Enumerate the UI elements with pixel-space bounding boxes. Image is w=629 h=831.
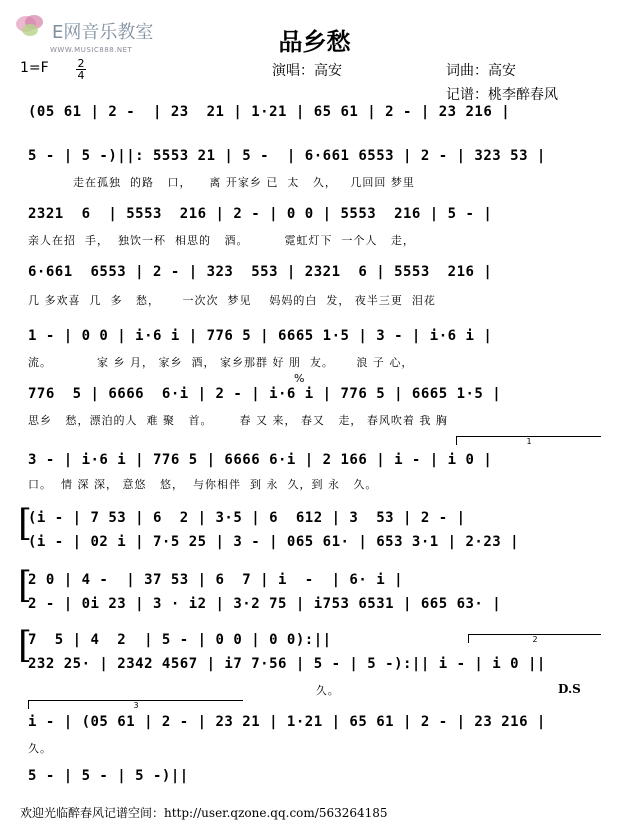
time-signature-bottom: 4 [77, 69, 85, 82]
system-brace-b: [ [18, 565, 33, 606]
score-row-2-lyrics: 走在孤独 的路 口， 离 开家乡 已 太 久， 几回回 梦里 [28, 176, 415, 189]
transcriber-credit: 记谱：桃李醉春风 [446, 87, 558, 103]
volta-bracket-2: 2 [468, 634, 601, 643]
score-row-13-lyrics: 久。 [28, 684, 340, 697]
score-row-3-lyrics: 亲人在招 手， 独饮一杯 相思的 酒。 霓虹灯下 一个人 走， [28, 234, 415, 247]
score-row-6-lyrics: 思乡 愁，漂泊的人 难 聚 首。 春 又 来， 春又 走， 春风吹着 我 胸 [28, 414, 448, 427]
score-row-15-notes: 5 - | 5 - | 5 -)|| [28, 768, 189, 784]
time-signature-top: 2 [77, 57, 85, 70]
score-row-11-notes: 2 - | 0i 23 | 3 · i2 | 3·2 75 | i753 6531 | 665 63· | [28, 596, 502, 612]
key-signature: 1=F [20, 60, 49, 76]
score-row-3-notes: 2321 6 | 5553 216 | 2 - | 0 0 | 5553 216 | 5 - | [28, 206, 493, 222]
score-row-4-notes: 6·661 6553 | 2 - | 323 553 | 2321 6 | 5553 216 | [28, 264, 493, 280]
system-brace-a: [ [18, 503, 33, 544]
score-row-1-notes: (05 61 | 2 - | 23 21 | 1·21 | 65 61 | 2 - | 23 216 | [28, 104, 511, 120]
time-signature [76, 58, 86, 81]
footer-text: 欢迎光临醉春风记谱空间：http://user.qzone.qq.com/563264185 [20, 806, 388, 820]
score-row-10-notes: 2 0 | 4 - | 37 53 | 6 7 | i - | 6· i | [28, 572, 404, 588]
volta-bracket-3: 3 [28, 700, 243, 709]
score-row-9-notes: (i - | 02 i | 7·5 25 | 3 - | 065 61· | 653 3·1 | 2·23 | [28, 534, 520, 550]
score-row-12-notes: 7 5 | 4 2 | 5 - | 0 0 | 0 0):|| [28, 632, 341, 648]
volta-bracket-1: 1 [456, 436, 601, 445]
score-row-14-notes: i - | (05 61 | 2 - | 23 21 | 1·21 | 65 61 | 2 - | 23 216 | [28, 714, 546, 730]
score-row-13-notes: 232 25· | 2342 4567 | i7 7·56 | 5 - | 5 -):|| i - | i 0 || [28, 656, 546, 672]
score-row-7-notes: 3 - | i·6 i | 776 5 | 6666 6·i | 2 166 | i - | i 0 | [28, 452, 493, 468]
score-row-5-lyrics: 流。 家 乡 月， 家乡 酒， 家乡那群 好 朋 友。 浪 子 心， [28, 356, 414, 369]
score-row-6-notes: 776 5 | 6666 6·i | 2 - | i·6 i | 776 5 | 6665 1·5 | [28, 386, 502, 402]
score-row-2-notes: 5 - | 5 -)||: 5553 21 | 5 - | 6·661 6553 | 2 - | 323 53 | [28, 148, 546, 164]
segno-sign: % [294, 372, 305, 385]
singer-credit: 演唱：高安 [272, 63, 342, 79]
score-row-7-lyrics: 口。 情 深 深， 意悠 悠， 与你相伴 到 永 久，到 永 久。 [28, 478, 378, 491]
composer-credit: 词曲：高安 [446, 63, 516, 79]
score-row-5-notes: 1 - | 0 0 | i·6 i | 776 5 | 6665 1·5 | 3 - | i·6 i | [28, 328, 493, 344]
score-row-4-lyrics: 几 多欢喜 几 多 愁， 一次次 梦见 妈妈的白 发， 夜半三更 泪花 [28, 294, 436, 307]
logo-text: E网音乐教室 [52, 22, 154, 43]
ds-marking: D.S [558, 682, 581, 696]
score-row-8-notes: (i - | 7 53 | 6 2 | 3·5 | 6 612 | 3 53 | 2 - | [28, 510, 466, 526]
logo-url: WWW.MUSIC888.NET [50, 46, 133, 54]
system-brace-c: [ [18, 625, 33, 666]
score-row-14-lyrics: 久。 [28, 742, 52, 755]
song-title: 品乡愁 [278, 27, 351, 56]
